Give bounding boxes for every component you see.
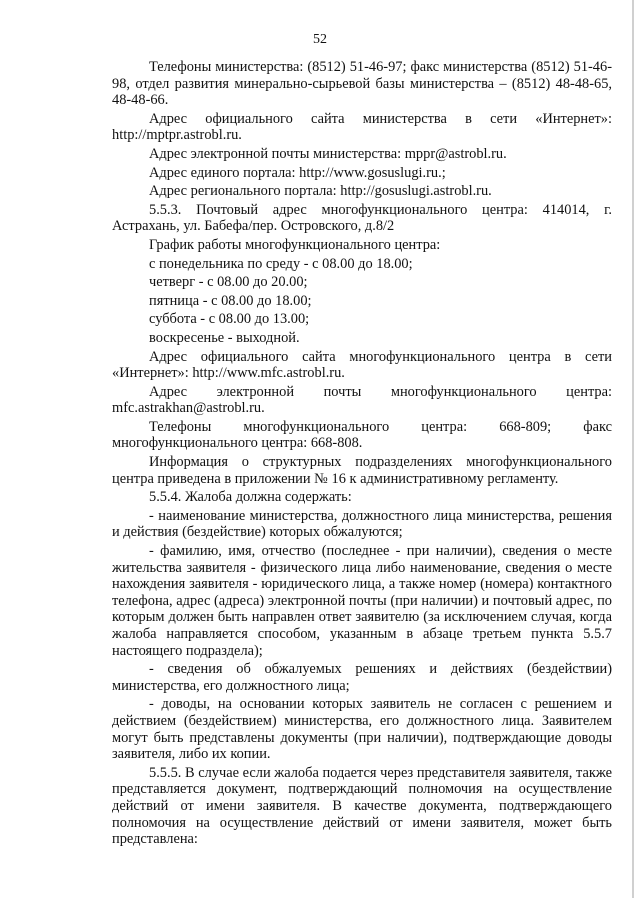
paragraph-mfc-phones: Телефоны многофункционального центра: 668-809; факс многофункционального центра: 668-808. — [112, 418, 612, 452]
page-number: 52 — [313, 32, 327, 47]
paragraph-ministry-website: Адрес официального сайта министерства в сети «Интернет»: http://mptpr.astrobl.ru. — [112, 110, 612, 144]
paragraph-schedule-thu: четверг - с 08.00 до 20.00; — [149, 274, 308, 291]
paragraph-ministry-email: Адрес электронной почты министерства: mppr@astrobl.ru. — [149, 145, 507, 162]
paragraph-schedule-sun: воскресенье - выходной. — [149, 329, 300, 346]
paragraph-unified-portal: Адрес единого портала: http://www.gosuslugi.ru.; — [149, 164, 446, 181]
paragraph-schedule-sat: суббота - с 08.00 до 13.00; — [149, 311, 310, 328]
paragraph-regional-portal: Адрес регионального портала: http://gosuslugi.astrobl.ru. — [149, 183, 492, 200]
paragraph-mfc-email: Адрес электронной почты многофункционального центра: mfc.astrakhan@astrobl.ru. — [112, 383, 612, 417]
paragraph-representative: 5.5.5. В случае если жалоба подается через представителя заявителя, также представляется документ, подтверждающий полномочия на осуществление действий от имени заявителя. В качестве документа, подтверждающего полномочия на осуществление действий от имени заявителя, может быть представлена: — [112, 764, 612, 848]
paragraph-schedule-mon-wed: с понедельника по среду - с 08.00 до 18.00; — [149, 255, 413, 272]
paragraph-schedule-fri: пятница - с 08.00 до 18.00; — [149, 292, 312, 309]
paragraph-mfc-subdivisions: Информация о структурных подразделениях многофункционального центра приведена в приложении № 16 к административному регламенту. — [112, 454, 612, 487]
document-body — [112, 59, 612, 850]
paragraph-complaint-item-arguments: - доводы, на основании которых заявитель не согласен с решением и действием (бездействием) министерства, его должностного лица. Заявителем могут быть представлены документы (при наличии), подтверждающие доводы заявителя, либо их копии. — [112, 696, 612, 763]
paragraph-mfc-schedule-heading: График работы многофункционального центра: — [149, 236, 441, 253]
paragraph-complaint-contents-heading: 5.5.4. Жалоба должна содержать: — [149, 489, 352, 506]
paragraph-complaint-item-applicant: - фамилию, имя, отчество (последнее - при наличии), сведения о месте жительства заявителя - физического лица либо наименование, сведения о месте нахождения заявителя - юридического лица, а также номер (номера) контактного телефона, адрес (адреса) электронной почты (при наличии) и почтовый адрес, по которым должен быть направлен ответ заявителю (за исключением случая, когда жалоба направляется способом, указанным в абзаце третьем пункта 5.5.7 настоящего подраздела); — [112, 543, 612, 659]
paragraph-mfc-website: Адрес официального сайта многофункционального центра в сети «Интернет»: http://www.mfc.astrobl.ru. — [112, 348, 612, 382]
paragraph-complaint-item-name: - наименование министерства, должностного лица министерства, решения и действия (бездействие) которых обжалуются; — [112, 507, 612, 541]
paragraph-complaint-item-decisions: - сведения об обжалуемых решениях и действиях (бездействии) министерства, его должностного лица; — [112, 661, 612, 694]
page-edge-line — [632, 0, 634, 898]
paragraph-mfc-postal-address: 5.5.3. Почтовый адрес многофункционального центра: 414014, г. Астрахань, ул. Бабефа/пер. Островского, д.8/2 — [112, 201, 612, 235]
paragraph-ministry-phones: Телефоны министерства: (8512) 51-46-97; факс министерства (8512) 51-46-98, отдел развития минерально-сырьевой базы министерства – (8512) 48-48-65, 48-48-66. — [112, 59, 612, 109]
